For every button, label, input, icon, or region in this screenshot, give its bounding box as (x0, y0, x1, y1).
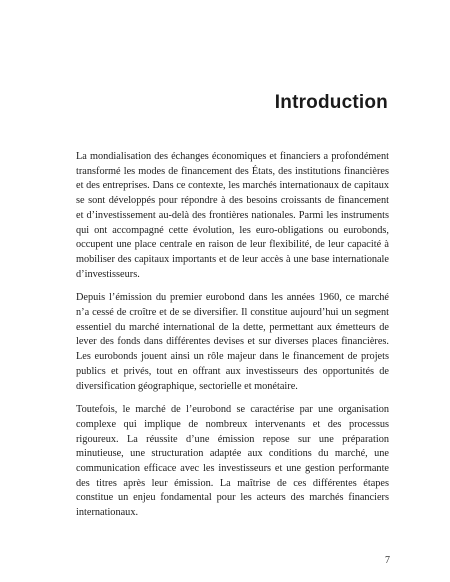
page-number: 7 (385, 555, 390, 566)
paragraph: La mondialisation des échanges économiques et financiers a profondément transformé les modes de financement des États, des institutions financières et des entreprises. Dans ce contexte, les marchés internationaux de capitaux se sont développés pour répondre à des besoins croissants de financement et d’investissement au-delà des frontières nationales. Parmi les instruments qui ont accompagné cette évolution, les euro-obligations ou eurobonds, occupent une place centrale en raison de leur flexibilité, de leur capacité à mobiliser des capitaux importants et de leur accès à une base internationale d’investisseurs. (76, 151, 389, 280)
paragraph: Depuis l’émission du premier eurobond dans les années 1960, ce marché n’a cessé de croître et de se diversifier. Il constitue aujourd’hui un segment essentiel du marché international de la dette, permettant aux émetteurs de lever des fonds dans différentes devises et sur diverses places financières. Les eurobonds jouent ainsi un rôle majeur dans le financement de projets publics et privés, tout en offrant aux investisseurs des opportunités de diversification géographique, sectorielle et monétaire. (76, 292, 389, 392)
body-text (76, 150, 389, 530)
chapter-title: Introduction (274, 92, 388, 113)
paragraph: Toutefois, le marché de l’eurobond se caractérise par une organisation complexe qui implique de nombreux intervenants et des processus rigoureux. La réussite d’une émission repose sur une préparation minutieuse, une structuration adaptée aux conditions du marché, une communication efficace avec les investisseurs et une gestion performante des titres après leur émission. La maîtrise de ces différentes étapes constitue un enjeu fondamental pour les acteurs des marchés financiers internationaux. (76, 404, 389, 519)
